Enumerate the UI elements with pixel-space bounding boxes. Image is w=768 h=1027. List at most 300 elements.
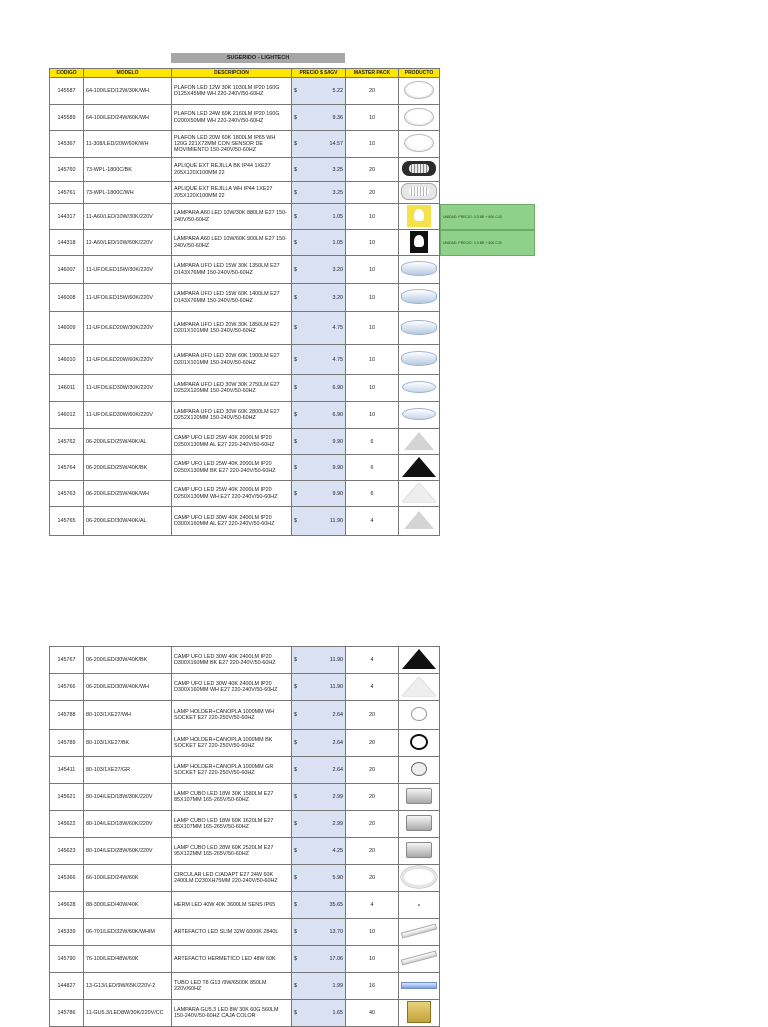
table-row	[50, 312, 440, 345]
ufo-lamp-icon	[401, 320, 437, 335]
currency-symbol: $	[294, 294, 297, 301]
price-amount: 6.90	[332, 412, 343, 418]
table-row	[50, 78, 440, 105]
currency-symbol: $	[294, 875, 297, 881]
product-price	[292, 919, 346, 946]
product-description: LAMP HOLDER+CANOPLA 1000MM BK SOCKET E27 220-250V/50-60HZ	[172, 730, 292, 757]
table-row	[50, 507, 440, 536]
product-description: LAMPARA UFO LED 20W 30K 1850LM E27 D201X101MM 150-240V/50-60HZ	[172, 312, 292, 345]
table-row	[50, 919, 440, 946]
product-price	[292, 78, 346, 105]
product-description: LAMPARA UFO LED 15W 60K 1400LM E27 D143X76MM 150-240V/50-60HZ	[172, 284, 292, 312]
master-pack-qty: 6	[346, 455, 399, 481]
product-model: 13-G13/LED/9W/65K/220V-2	[84, 973, 172, 1000]
table-row	[50, 973, 440, 1000]
product-code: 145765	[50, 507, 84, 536]
price-amount: 2.99	[332, 794, 343, 800]
lamp-holder-white-icon	[411, 707, 427, 721]
price-amount: 4.75	[332, 356, 343, 363]
product-image	[399, 946, 440, 973]
master-pack-qty: 20	[346, 182, 399, 204]
price-amount: 3.20	[332, 266, 343, 273]
table-row	[50, 811, 440, 838]
table-row	[50, 345, 440, 375]
product-code: 146008	[50, 284, 84, 312]
product-code: 145367	[50, 131, 84, 158]
product-code: 144318	[50, 230, 84, 256]
product-description: CAMP UFO LED 25W 40K 2000LM IP20 D250X130MM BK E27 220-240V/50-60HZ	[172, 455, 292, 481]
product-model: 11-UFO/LED30W/30K/220V	[84, 375, 172, 402]
product-model: 06-200/LED/25W/40K/BK	[84, 455, 172, 481]
product-description: CAMP UFO LED 25W 40K 2000LM IP20 D250X130MM AL E27 220-240V/50-60HZ	[172, 429, 292, 455]
table-row	[50, 204, 440, 230]
product-image	[399, 892, 440, 919]
price-amount: 1.99	[332, 983, 343, 989]
product-code: 145766	[50, 674, 84, 701]
price-amount: 17.06	[329, 956, 343, 962]
product-image	[399, 429, 440, 455]
master-pack-qty: 20	[346, 78, 399, 105]
product-code: 145790	[50, 946, 84, 973]
product-image	[399, 284, 440, 312]
gu53-box-icon	[407, 1001, 431, 1023]
circular-led-icon	[401, 866, 437, 888]
table-row	[50, 865, 440, 892]
product-code: 145760	[50, 158, 84, 182]
product-code: 145763	[50, 481, 84, 507]
price-amount: 2.64	[332, 767, 343, 773]
product-price	[292, 204, 346, 230]
price-amount: 11.90	[329, 518, 343, 524]
master-pack-qty: 20	[346, 811, 399, 838]
product-code: 145339	[50, 919, 84, 946]
product-model: 73-WPL-1800C/WH	[84, 182, 172, 204]
price-amount: 1.05	[332, 239, 343, 246]
product-description: ARTEFACTO HERMETICO LED 48W 60K	[172, 946, 292, 973]
product-price	[292, 345, 346, 375]
currency-symbol: $	[294, 767, 297, 773]
led-bulb-box-icon	[410, 231, 428, 253]
product-code: 145621	[50, 784, 84, 811]
header-descripcion: DESCRIPCION	[172, 69, 292, 78]
hermetic-fixture-icon	[418, 904, 420, 906]
currency-symbol: $	[294, 266, 297, 273]
currency-symbol: $	[294, 88, 297, 94]
master-pack-qty: 20	[346, 701, 399, 730]
product-image	[399, 647, 440, 674]
product-image	[399, 838, 440, 865]
hermetic-tube-icon	[401, 950, 437, 965]
product-image	[399, 158, 440, 182]
bulkhead-black-icon	[402, 161, 436, 176]
product-image	[399, 674, 440, 701]
product-model: 06-200/LED/30W/40K/WH	[84, 674, 172, 701]
currency-symbol: $	[294, 684, 297, 690]
product-image	[399, 865, 440, 892]
product-code: 145788	[50, 701, 84, 730]
product-code: 146012	[50, 402, 84, 429]
product-image	[399, 78, 440, 105]
product-code: 146009	[50, 312, 84, 345]
product-code: 145767	[50, 647, 84, 674]
price-amount: 6.90	[332, 385, 343, 391]
product-price	[292, 230, 346, 256]
master-pack-qty: 10	[346, 284, 399, 312]
master-pack-qty: 10	[346, 256, 399, 284]
product-model: 76-100/LED/48W/60K	[84, 946, 172, 973]
product-code: 145366	[50, 865, 84, 892]
led-tube-icon	[401, 982, 437, 989]
product-description: CAMP UFO LED 25W 40K 2000LM IP20 D250X130MM WH E27 220-240V/50-60HZ	[172, 481, 292, 507]
product-model: 64-100/LED/24W/60K/WH	[84, 105, 172, 131]
table-row	[50, 455, 440, 481]
master-pack-qty: 10	[346, 375, 399, 402]
campana-white-icon	[402, 677, 436, 696]
slim-fixture-icon	[401, 923, 437, 938]
master-pack-qty: 20	[346, 730, 399, 757]
product-model: 11-A60/LED/10W/30K/220V	[84, 204, 172, 230]
sheet-title: SUGERIDO - LIGHTECH	[171, 53, 345, 63]
table-row	[50, 284, 440, 312]
price-amount: 2.99	[332, 821, 343, 827]
product-code: 144827	[50, 973, 84, 1000]
ceiling-light-icon	[404, 134, 434, 152]
product-price	[292, 256, 346, 284]
currency-symbol: $	[294, 740, 297, 746]
ufo-lamp-small-icon	[402, 381, 436, 393]
currency-symbol: $	[294, 356, 297, 363]
product-price	[292, 429, 346, 455]
master-pack-qty: 20	[346, 158, 399, 182]
product-model: 11-UFO/LED30W/60K/220V	[84, 402, 172, 429]
product-model: 06-200/LED/30W/40K/AL	[84, 507, 172, 536]
product-price	[292, 481, 346, 507]
product-description: APLIQUE EXT REJILLA BK IP44 1XE27 205X120X100MM 22	[172, 158, 292, 182]
product-code: 145589	[50, 105, 84, 131]
product-description: LAMP HOLDER+CANOPLA 1000MM GR SOCKET E27 220-250V/50-60HZ	[172, 757, 292, 784]
header-modelo: MODELO	[84, 69, 172, 78]
currency-symbol: $	[294, 821, 297, 827]
campana-black-icon	[402, 649, 436, 669]
product-description: LAMP HOLDER+CANOPLA 1000MM WH SOCKET E27 220-250V/50-60HZ	[172, 701, 292, 730]
product-image	[399, 784, 440, 811]
product-price	[292, 701, 346, 730]
table-row	[50, 105, 440, 131]
table-row	[50, 375, 440, 402]
campana-black-icon	[402, 457, 436, 477]
product-description: LAMPARA A60 LED 10W/60K 900LM E27 150-240V/50-60HZ	[172, 230, 292, 256]
product-model: 80-104/LED/28W/60K/220V	[84, 838, 172, 865]
currency-symbol: $	[294, 929, 297, 935]
currency-symbol: $	[294, 189, 297, 196]
master-pack-qty: 4	[346, 647, 399, 674]
currency-symbol: $	[294, 438, 297, 445]
price-amount: 3.25	[332, 166, 343, 173]
currency-symbol: $	[294, 983, 297, 989]
table-row	[50, 158, 440, 182]
product-model: 06-701/LED/32W/60K/WHIM	[84, 919, 172, 946]
table-row	[50, 838, 440, 865]
currency-symbol: $	[294, 412, 297, 418]
product-model: 66-100/LED/24W/60K	[84, 865, 172, 892]
header-codigo: CODIGO	[50, 69, 84, 78]
product-model: 80-104/LED/18W/60K/220V	[84, 811, 172, 838]
price-amount: 3.20	[332, 294, 343, 301]
product-price	[292, 375, 346, 402]
product-code: 145411	[50, 757, 84, 784]
product-image	[399, 481, 440, 507]
currency-symbol: $	[294, 325, 297, 331]
product-image	[399, 230, 440, 256]
master-pack-qty: 20	[346, 784, 399, 811]
price-amount: 14.57	[329, 141, 343, 147]
master-pack-qty: 10	[346, 345, 399, 375]
table-row	[50, 757, 440, 784]
product-model: 11-UFO/LED15W/60K/220V	[84, 284, 172, 312]
master-pack-qty: 4	[346, 892, 399, 919]
master-pack-qty: 10	[346, 402, 399, 429]
product-description: LAMPARA UFO LED 20W 60K 1900LM E27 D201X101MM 150-240V/50-60HZ	[172, 345, 292, 375]
product-model: 11-308/LED/20W/60K/WH	[84, 131, 172, 158]
master-pack-qty: 20	[346, 838, 399, 865]
currency-symbol: $	[294, 213, 297, 220]
currency-symbol: $	[294, 848, 297, 854]
product-code: 145764	[50, 455, 84, 481]
product-model: 11-UFO/LED15W/30K/220V	[84, 256, 172, 284]
master-pack-qty: 20	[346, 757, 399, 784]
table-row	[50, 647, 440, 674]
master-pack-qty: 10	[346, 312, 399, 345]
header-master-pack: MASTER PACK	[346, 69, 399, 78]
product-code: 145628	[50, 892, 84, 919]
price-amount: 11.90	[329, 657, 343, 663]
product-description: CAMP UFO LED 30W 40K 2400LM IP20 D300X160MM WH E27 220-240V/50-60HZ	[172, 674, 292, 701]
product-model: 11-UFO/LED20W/60K/220V	[84, 345, 172, 375]
product-image	[399, 811, 440, 838]
product-image	[399, 375, 440, 402]
led-bulb-icon	[407, 205, 431, 227]
product-code: 145789	[50, 730, 84, 757]
price-amount: 2.64	[332, 740, 343, 746]
bulkhead-white-icon	[401, 183, 437, 200]
ceiling-light-icon	[404, 81, 434, 99]
campana-white-icon	[402, 483, 436, 502]
product-image	[399, 105, 440, 131]
master-pack-qty: 10	[346, 131, 399, 158]
cube-lamp-icon	[406, 842, 432, 858]
price-amount: 9.90	[332, 490, 343, 497]
product-price	[292, 811, 346, 838]
product-price	[292, 647, 346, 674]
product-description: LAMPARA A60 LED 10W/30K 880LM E27 150-240V/50-60HZ	[172, 204, 292, 230]
price-amount: 4.25	[332, 848, 343, 854]
product-description: ARTEFACTO LED SLIM 32W 6000K 2840L	[172, 919, 292, 946]
price-amount: 11.90	[329, 684, 343, 690]
product-price	[292, 455, 346, 481]
product-description: LAMPARA UFO LED 15W 30K 1350LM E27 D143X76MM 150-240V/50-60HZ	[172, 256, 292, 284]
product-model: 11-A60/LED/10W/60K/220V	[84, 230, 172, 256]
master-pack-qty: 10	[346, 204, 399, 230]
product-description: CAMP UFO LED 30W 40K 2400LM IP20 D300X160MM BK E27 220-240V/50-60HZ	[172, 647, 292, 674]
product-code: 146010	[50, 345, 84, 375]
master-pack-qty: 16	[346, 973, 399, 1000]
product-image	[399, 256, 440, 284]
currency-symbol: $	[294, 794, 297, 800]
master-pack-qty: 4	[346, 674, 399, 701]
price-amount: 35.65	[329, 902, 343, 908]
product-code: 146011	[50, 375, 84, 402]
product-image	[399, 701, 440, 730]
product-image	[399, 973, 440, 1000]
price-amount: 2.64	[332, 712, 343, 718]
price-amount: 5.22	[332, 88, 343, 94]
product-code: 145622	[50, 811, 84, 838]
cube-lamp-icon	[406, 815, 432, 831]
product-description: TUBO LED T8 G13 /9W/6500K 850LM 220V/60HZ	[172, 973, 292, 1000]
table-row	[50, 730, 440, 757]
ceiling-light-icon	[404, 108, 434, 126]
promo-note-2: UNIDAD: PRECIO: 0.3 BR + 600 CJS	[440, 230, 535, 256]
product-description: CIRCULAR LED C/ADAPT E27 24W 60K 2400LM D230XH75MM 220-240V/50-60HZ	[172, 865, 292, 892]
currency-symbol: $	[294, 490, 297, 497]
table-row	[50, 701, 440, 730]
price-amount: 9.90	[332, 438, 343, 445]
table-row	[50, 256, 440, 284]
table-row	[50, 784, 440, 811]
product-description: LAMPARA GU5.3 LED 8W 30K 60G 560LM 150-240V/50-60HZ CAJA COLOR	[172, 1000, 292, 1027]
ufo-lamp-icon	[401, 351, 437, 366]
currency-symbol: $	[294, 518, 297, 524]
product-price	[292, 730, 346, 757]
price-amount: 13.70	[329, 929, 343, 935]
product-price	[292, 182, 346, 204]
price-amount: 4.75	[332, 325, 343, 331]
product-price	[292, 784, 346, 811]
product-image	[399, 402, 440, 429]
product-model: 06-200/LED/30W/40K/BK	[84, 647, 172, 674]
product-image	[399, 919, 440, 946]
table-row	[50, 429, 440, 455]
product-description: LAMP CUBO LED 28W 60K 2520LM E27 95X122MM 165-265V/50-60HZ	[172, 838, 292, 865]
product-code: 145762	[50, 429, 84, 455]
table-row	[50, 1000, 440, 1027]
product-model: 80-103/1XE27/BK	[84, 730, 172, 757]
header-precio: PRECIO $ S/IGV	[292, 69, 346, 78]
master-pack-qty: 10	[346, 230, 399, 256]
price-amount: 9.90	[332, 464, 343, 471]
cube-lamp-icon	[406, 788, 432, 804]
product-code: 146007	[50, 256, 84, 284]
product-model: 11-UFO/LED20W/30K/220V	[84, 312, 172, 345]
product-price	[292, 105, 346, 131]
product-description: APLIQUE EXT REJILLA WH IP44 1XE27 205X120X100MM 22	[172, 182, 292, 204]
product-price	[292, 946, 346, 973]
currency-symbol: $	[294, 657, 297, 663]
table-row	[50, 230, 440, 256]
product-model: 11-GU5.3/LED8W/30K/220V/CC	[84, 1000, 172, 1027]
product-image	[399, 455, 440, 481]
product-price	[292, 402, 346, 429]
price-amount: 9.36	[332, 114, 343, 121]
product-image	[399, 312, 440, 345]
price-amount: 5.90	[332, 875, 343, 881]
product-image	[399, 182, 440, 204]
currency-symbol: $	[294, 902, 297, 908]
campana-aluminum-icon	[404, 511, 434, 529]
product-price	[292, 158, 346, 182]
master-pack-qty: 6	[346, 429, 399, 455]
currency-symbol: $	[294, 141, 297, 147]
product-price	[292, 312, 346, 345]
product-code: 145587	[50, 78, 84, 105]
price-amount: 3.25	[332, 189, 343, 196]
master-pack-qty: 20	[346, 865, 399, 892]
table-row	[50, 402, 440, 429]
price-amount: 1.05	[332, 213, 343, 220]
product-model: 73-WPL-1800C/BK	[84, 158, 172, 182]
product-price	[292, 674, 346, 701]
product-model: 64-100/LED/12W/30K/WH	[84, 78, 172, 105]
product-price	[292, 838, 346, 865]
product-price	[292, 757, 346, 784]
master-pack-qty: 10	[346, 919, 399, 946]
product-code: 145786	[50, 1000, 84, 1027]
product-table-2	[49, 646, 440, 1027]
currency-symbol: $	[294, 385, 297, 391]
ufo-lamp-small-icon	[402, 408, 436, 420]
product-description: LAMPARA UFO LED 30W 30K 2750LM E27 D252X120MM 150-240V/50-60HZ	[172, 375, 292, 402]
product-image	[399, 757, 440, 784]
product-model: 06-200/LED/25W/40K/AL	[84, 429, 172, 455]
product-model: 88-300/LED/40W/40K	[84, 892, 172, 919]
product-code: 145761	[50, 182, 84, 204]
currency-symbol: $	[294, 956, 297, 962]
product-image	[399, 507, 440, 536]
product-price	[292, 1000, 346, 1027]
product-description: PLAFON LED 20W 60K 1800LM IP65 WH 120G 221X72MM CON SENSOR DE MOVIMIENTO 150-240V/50-60HZ	[172, 131, 292, 158]
product-model: 06-200/LED/25W/40K/WH	[84, 481, 172, 507]
currency-symbol: $	[294, 239, 297, 246]
table-row	[50, 481, 440, 507]
header-producto: PRODUCTO	[399, 69, 440, 78]
currency-symbol: $	[294, 166, 297, 173]
product-image	[399, 131, 440, 158]
master-pack-qty: 6	[346, 481, 399, 507]
master-pack-qty: 40	[346, 1000, 399, 1027]
product-price	[292, 865, 346, 892]
product-code: 145623	[50, 838, 84, 865]
product-price	[292, 973, 346, 1000]
table-row	[50, 182, 440, 204]
product-description: CAMP UFO LED 30W 40K 2400LM IP20 D300X160MM AL E27 220-240V/50-60HZ	[172, 507, 292, 536]
product-description: LAMP CUBO LED 18W 60K 1620LM E27 85X107MM 165-265V/50-60HZ	[172, 811, 292, 838]
product-price	[292, 131, 346, 158]
product-image	[399, 345, 440, 375]
currency-symbol: $	[294, 464, 297, 471]
table-row	[50, 674, 440, 701]
product-price	[292, 892, 346, 919]
ufo-lamp-icon	[401, 261, 437, 276]
table-row	[50, 892, 440, 919]
master-pack-qty: 4	[346, 507, 399, 536]
product-description: LAMP CUBO LED 18W 30K 1580LM E27 85X107MM 165-265V/50-60HZ	[172, 784, 292, 811]
product-description: HERM LED 40W 40K 3600LM SENS IP65	[172, 892, 292, 919]
currency-symbol: $	[294, 1010, 297, 1016]
lamp-holder-black-icon	[410, 734, 428, 750]
promo-note-1: UNIDAD: PRECIO: 0.3 BR + 600 CJS	[440, 204, 535, 230]
campana-aluminum-icon	[404, 432, 434, 450]
product-table-1	[49, 68, 440, 536]
